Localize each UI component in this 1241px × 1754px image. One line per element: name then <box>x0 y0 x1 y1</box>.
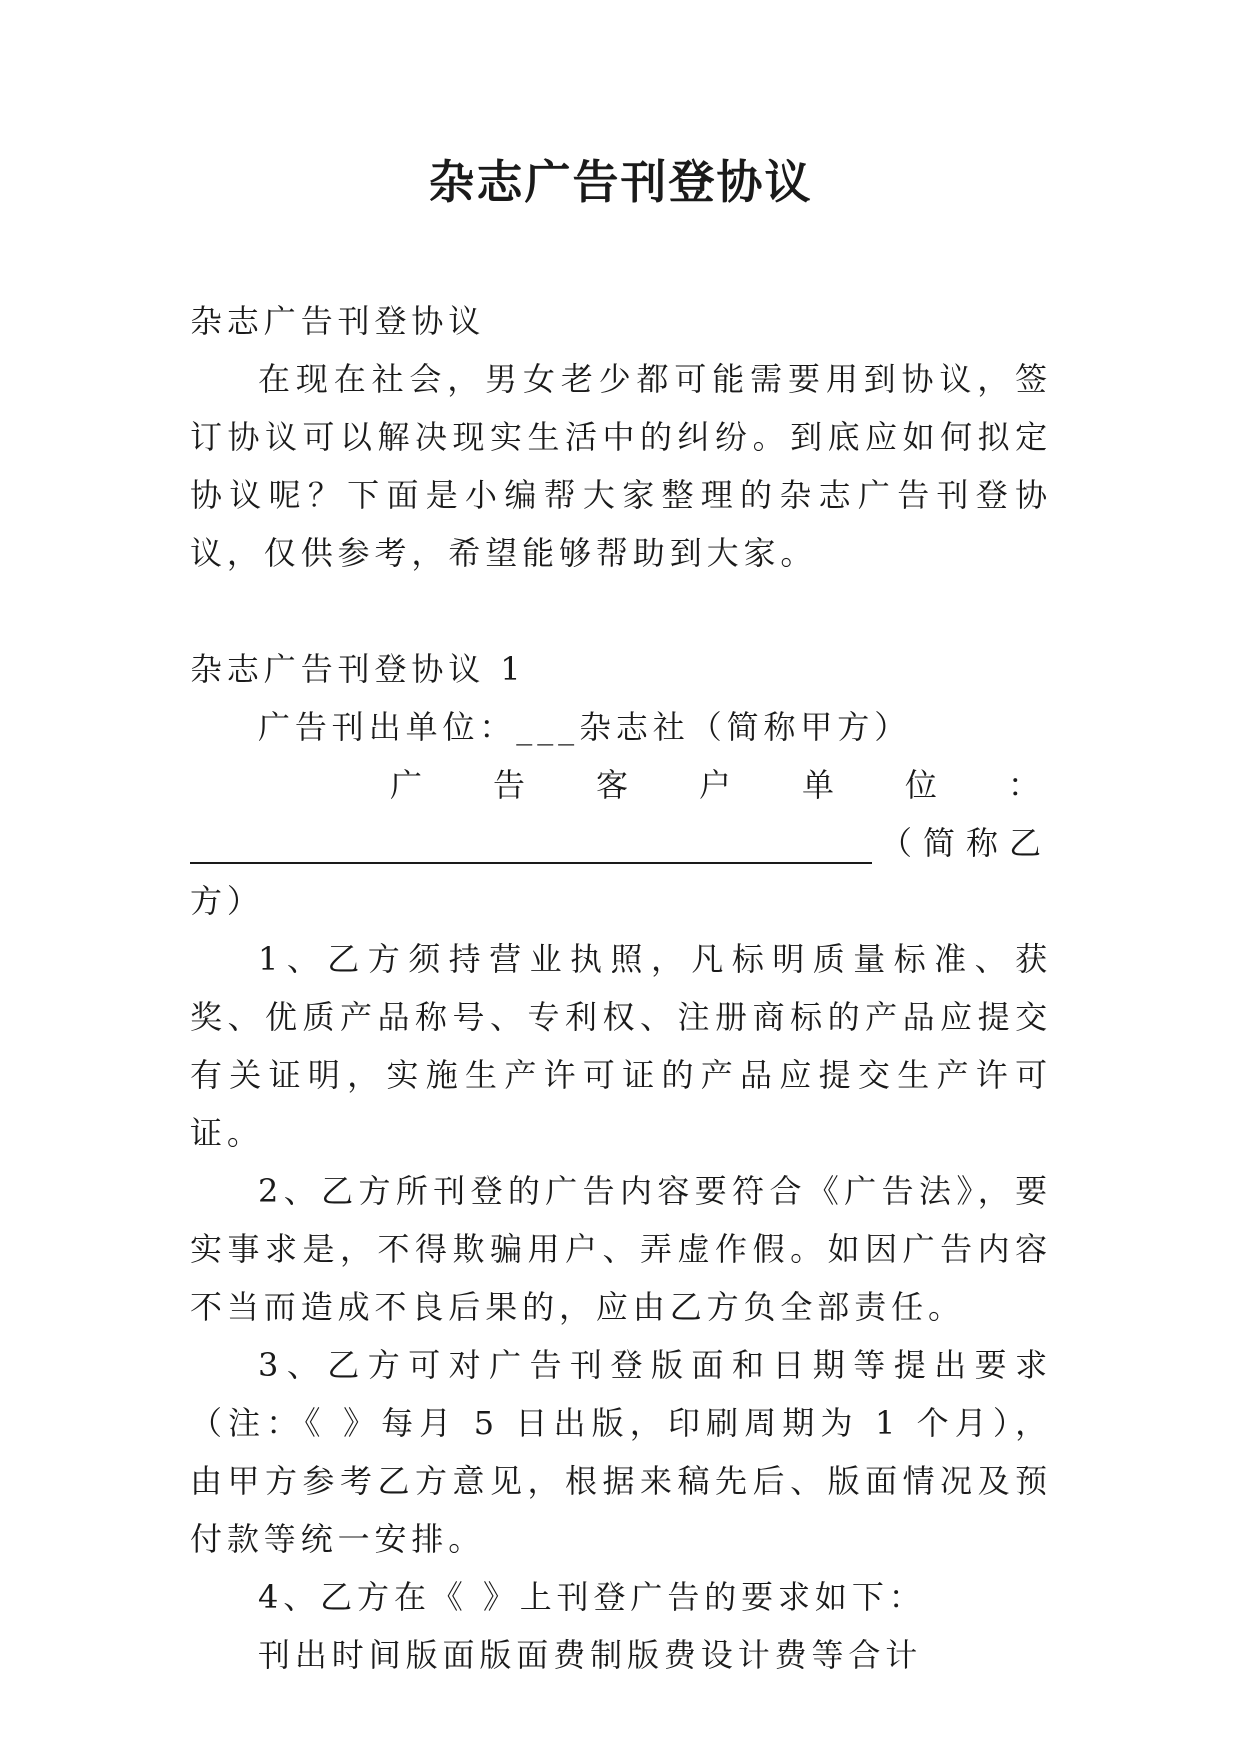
intro-paragraph: 在现在社会，男女老少都可能需要用到协议，签订协议可以解决现实生活中的纠纷。到底应如何拟定协议呢？下面是小编帮大家整理的杂志广告刊登协议，仅供参考，希望能够帮助到大家。 <box>190 360 1052 572</box>
document-title: 杂志广告刊登协议 <box>428 155 813 209</box>
client-label-char: ： <box>1007 766 1040 804</box>
document-body <box>190 292 1052 1684</box>
clause-2: 2、乙方所刊登的广告内容要符合《广告法》，要实事求是，不得欺骗用户、弄虚作假。如因广告内容不当而造成不良后果的，应由乙方负全部责任。 <box>190 1172 1052 1326</box>
client-label-char: 广 <box>390 766 423 804</box>
client-abbrev-continuation: 方） <box>190 882 264 920</box>
clause-4: 4、乙方在《 》上刊登广告的要求如下： <box>258 1578 926 1616</box>
client-label-char: 告 <box>492 766 525 804</box>
document-subtitle: 杂志广告刊登协议 <box>190 302 486 340</box>
client-name-blank <box>190 822 872 864</box>
client-fill-line <box>190 814 1052 872</box>
client-label-char: 户 <box>698 766 731 804</box>
paragraph-spacer <box>190 582 1052 640</box>
publisher-line: 广告刊出单位：___杂志社（简称甲方） <box>258 708 912 746</box>
clause-1: 1、乙方须持营业执照，凡标明质量标准、获奖、优质产品称号、专利权、注册商标的产品应提交有关证明，实施生产许可证的产品应提交生产许可证。 <box>190 940 1052 1152</box>
client-label-line <box>190 756 1052 814</box>
client-abbrev-label: （简称乙 <box>879 824 1052 862</box>
client-label-char: 单 <box>801 766 834 804</box>
section-heading: 杂志广告刊登协议 1 <box>190 650 526 688</box>
client-label-char: 位 <box>904 766 937 804</box>
table-header-line: 刊出时间版面版面费制版费设计费等合计 <box>258 1636 923 1674</box>
client-label-char: 客 <box>595 766 628 804</box>
clause-3: 3、乙方可对广告刊登版面和日期等提出要求（注：《 》每月 5 日出版，印刷周期为 1 个月），由甲方参考乙方意见，根据来稿先后、版面情况及预付款等统一安排。 <box>190 1346 1052 1558</box>
